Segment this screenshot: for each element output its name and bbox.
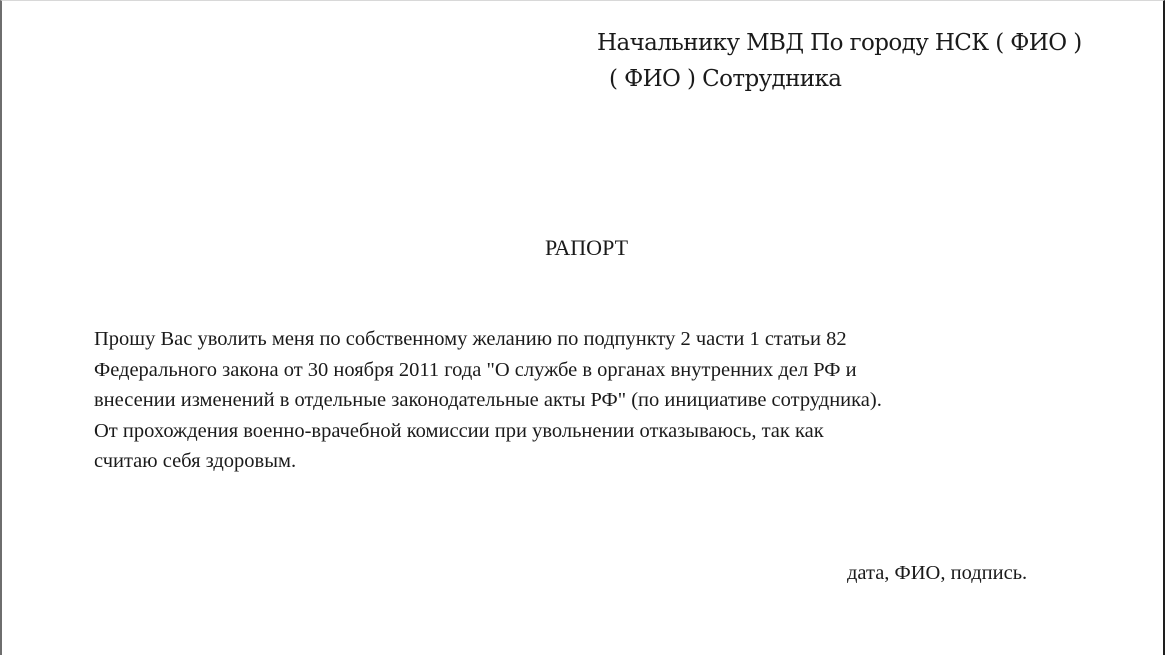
body-line: Федерального закона от 30 ноября 2011 года "О службе в органах внутренних дел РФ и [94,358,857,381]
body-line: От прохождения военно-врачебной комиссии при увольнении отказываюсь, так как [94,419,824,442]
addressee-line-2: ( ФИО ) Сотрудника [609,66,842,92]
body-line: считаю себя здоровым. [94,450,297,472]
body-line: внесении изменений в отдельные законодательные акты РФ" (по инициативе сотрудника). [94,389,882,411]
addressee-line-1: Начальнику МВД По городу НСК ( ФИО ) [597,30,1082,56]
signature-line: дата, ФИО, подпись. [847,562,1028,584]
document-title: РАПОРТ [544,235,629,260]
addressee-block [597,25,1082,97]
document-body [94,324,1094,477]
body-line: Прошу Вас уволить меня по собственному желанию по подпункту 2 части 1 статьи 82 [94,328,847,350]
